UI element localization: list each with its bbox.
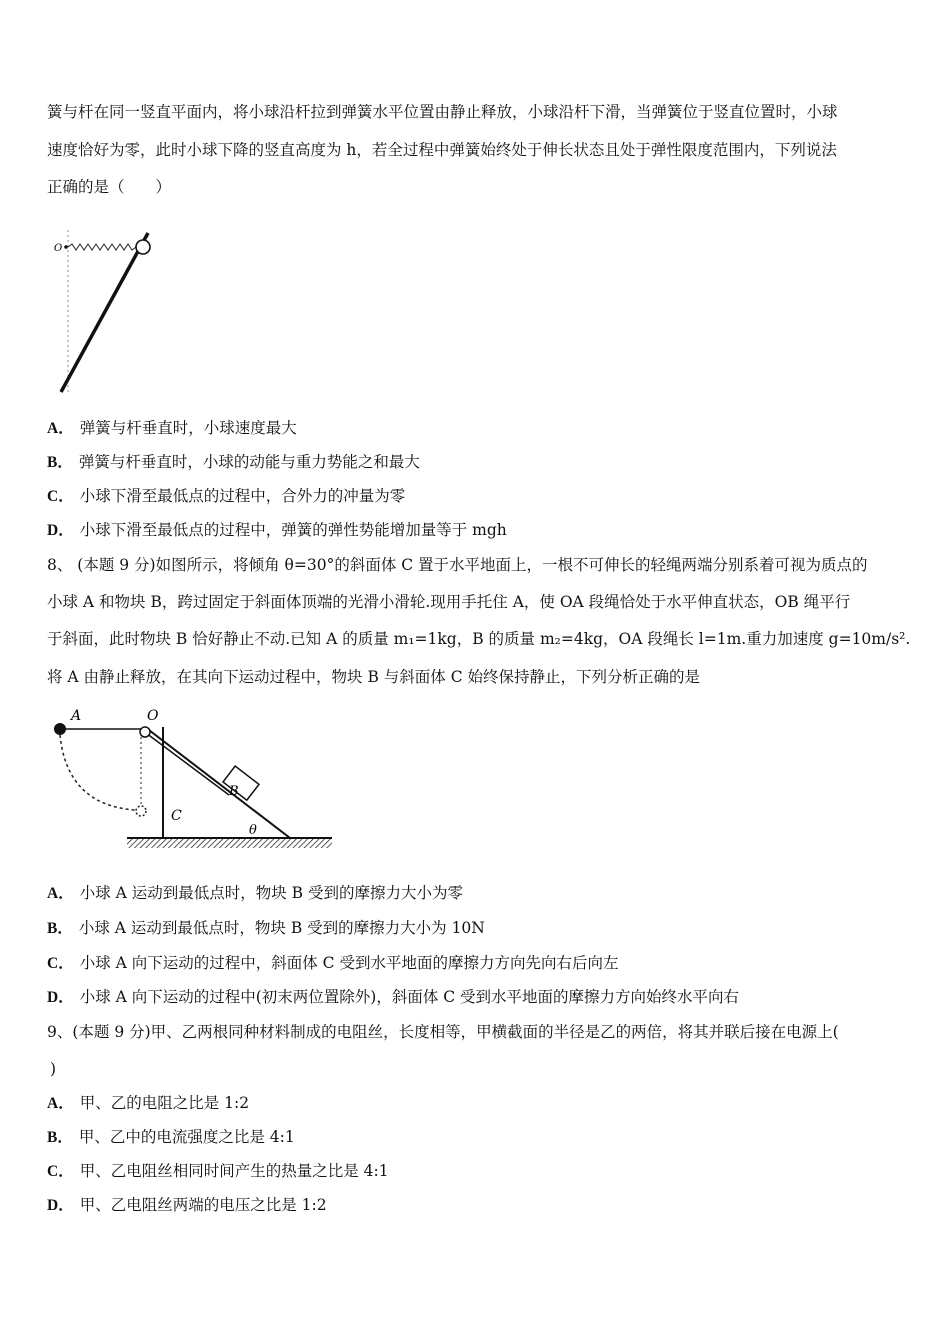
q7-option-a: A． 弹簧与杆垂直时，小球速度最大 (47, 419, 297, 437)
q7-stem-line-2: 速度恰好为零，此时小球下降的竖直高度为 h，若全过程中弹簧始终处于伸长状态且处于弹性限度范围内，下列说法 (47, 141, 837, 159)
pivot-point (64, 245, 68, 249)
rod (61, 233, 148, 392)
q7-spring-rod-figure (50, 230, 170, 400)
ball (136, 240, 150, 254)
q7-stem-line-1: 簧与杆在同一竖直平面内，将小球沿杆拉到弹簧水平位置由静止释放，小球沿杆下滑，当弹簧位于竖直位置时，小球 (47, 103, 838, 121)
q9-option-d: D． 甲、乙电阻丝两端的电压之比是 1:2 (47, 1196, 327, 1214)
label-A: A (71, 708, 82, 724)
q8-incline-figure (45, 705, 345, 860)
rope-OB (146, 733, 229, 795)
q9-option-a: A． 甲、乙的电阻之比是 1:2 (47, 1094, 250, 1112)
q9-stem-line-1: 9、(本题 9 分)甲、乙两根同种材料制成的电阻丝，长度相等，甲横截面的半径是乙的两倍，将其并联后接在电源上( (47, 1023, 839, 1041)
pulley-icon (140, 727, 150, 737)
ball-A-lowest-position (136, 806, 146, 816)
q7-option-c: C． 小球下滑至最低点的过程中，合外力的冲量为零 (47, 487, 406, 505)
q9-option-c: C． 甲、乙电阻丝相同时间产生的热量之比是 4:1 (47, 1162, 389, 1180)
q8-option-a: A． 小球 A 运动到最低点时，物块 B 受到的摩擦力大小为零 (47, 884, 463, 902)
q7-option-b: B． 弹簧与杆垂直时，小球的动能与重力势能之和最大 (47, 453, 420, 471)
q8-stem-line-4: 将 A 由静止释放，在其向下运动过程中，物块 B 与斜面体 C 始终保持静止，下列分析正确的是 (47, 668, 701, 686)
q8-option-b: B． 小球 A 运动到最低点时，物块 B 受到的摩擦力大小为 10N (47, 919, 485, 937)
label-B: B (229, 784, 239, 799)
q8-stem-line-1: 8、 (本题 9 分)如图所示，将倾角 θ=30°的斜面体 C 置于水平地面上，一根不可伸长的轻绳两端分别系着可视为质点的 (47, 556, 868, 574)
swing-path-dashed (60, 735, 135, 810)
q7-option-d: D． 小球下滑至最低点的过程中，弹簧的弹性势能增加量等于 mgh (47, 521, 507, 539)
label-theta: θ (249, 823, 257, 838)
spring-icon (68, 244, 142, 250)
label-O: O (147, 708, 159, 724)
q9-stem-line-2: ) (50, 1060, 57, 1078)
q7-stem-line-3: 正确的是（ ） (47, 178, 172, 196)
q8-option-c: C． 小球 A 向下运动的过程中，斜面体 C 受到水平地面的摩擦力方向先向右后向左 (47, 954, 619, 972)
q8-option-d: D． 小球 A 向下运动的过程中(初末两位置除外)，斜面体 C 受到水平地面的摩擦力方向始终水平向右 (47, 988, 740, 1006)
q9-option-b: B． 甲、乙中的电流强度之比是 4:1 (47, 1128, 295, 1146)
ground-hatching (127, 838, 332, 848)
q8-stem-line-2: 小球 A 和物块 B，跨过固定于斜面体顶端的光滑小滑轮.现用手托住 A，使 OA 段绳恰处于水平伸直状态，OB 绳平行 (47, 593, 851, 611)
q7-label-O: O (54, 243, 63, 254)
incline-slope (145, 727, 290, 838)
label-C: C (171, 808, 182, 824)
q8-stem-line-3: 于斜面，此时物块 B 恰好静止不动.已知 A 的质量 m₁=1kg，B 的质量 m₂=4kg，OA 段绳长 l=1m.重力加速度 g=10m/s². (47, 630, 911, 648)
ball-A (54, 723, 66, 735)
